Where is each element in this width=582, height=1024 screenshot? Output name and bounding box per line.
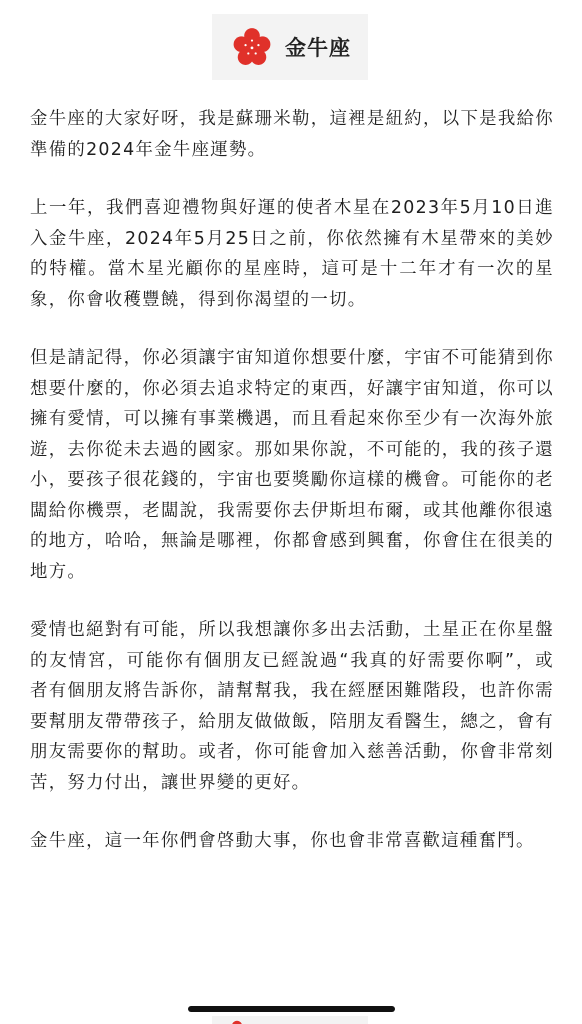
article-paragraph-2: 上一年，我們喜迎禮物與好運的使者木星在2023年5月10日進入金牛座，2024年5月25日之前，你依然擁有木星帶來的美妙的特權。當木星光顧你的星座時，這可是十二年才有一次的星象，你會收穫豐饒，得到你渴望的一切。 [30,198,554,310]
home-indicator[interactable] [188,1006,395,1012]
article-paragraph-5: 金牛座，這一年你們會啓動大事，你也會非常喜歡這種奮鬥。 [30,831,535,851]
article-paragraph-1: 金牛座的大家好呀，我是蘇珊米勒，這裡是紐約，以下是我給你準備的2024年金牛座運勢。 [30,109,554,160]
article-body [30,104,554,885]
red-flower-logo-icon [222,1018,252,1024]
red-flower-logo-icon [229,24,275,70]
article-paragraph-3: 但是請記得，你必須讓宇宙知道你想要什麼，宇宙不可能猜到你想要什麼的，你必須去追求特定的東西，好讓宇宙知道，你可以擁有愛情，可以擁有事業機遇，而且看起來你至少有一次海外旅遊，去你從未去過的國家。那如果你說，不可能的，我的孩子還小，要孩子很花錢的，宇宙也要獎勵你這樣的機會。可能你的老闆給你機票，老闆說，我需要你去伊斯坦布爾，或其他離你很遠的地方，哈哈，無論是哪裡，你都會感到興奮，你會住在很美的地方。 [30,348,554,582]
article-paragraph-4: 愛情也絕對有可能，所以我想讓你多出去活動，土星正在你星盤的友情宮，可能你有個朋友已經說過“我真的好需要你啊”，或者有個朋友將告訴你，請幫幫我，我在經歷困難階段，也許你需要幫朋友帶帶孩子，給朋友做做飯，陪朋友看醫生，總之，會有朋友需要你的幫助。或者，你可能會加入慈善活動，你會非常刻苦，努力付出，讓世界變的更好。 [30,620,554,793]
header-brand-banner [212,14,368,80]
brand-name: 金牛座 [285,36,351,60]
footer-brand-banner [212,1016,368,1024]
